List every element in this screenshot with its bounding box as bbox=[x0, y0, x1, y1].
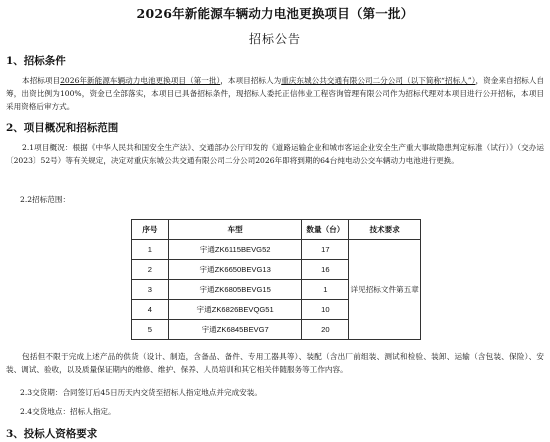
section-heading-project-overview: 2、项目概况和招标范围 bbox=[6, 122, 119, 134]
cell-model: 宇通ZK6845BEVG7 bbox=[168, 320, 302, 340]
cell-qty: 20 bbox=[302, 320, 349, 340]
cell-no: 4 bbox=[132, 300, 169, 320]
section-heading-bidder-qualification: 3、投标人资格要求 bbox=[6, 428, 98, 440]
paragraph-project-overview: 2.1项目概况：根据《中华人民共和国安全生产法》、交通部办公厅印发的《道路运输企业和城市客运企业安全生产重大事故隐患判定标准（试行）》（交办运〔2023〕52号）等有关规定，决定对重庆东城公共交通有限公司二分公司2026年即将到期的64台纯电动公交车辆动力电池进行更换。 bbox=[6, 143, 544, 165]
bidding-scope-label: 2.2招标范围： bbox=[20, 195, 71, 204]
cell-model: 宇通ZK6115BEVG52 bbox=[168, 240, 302, 260]
header-no: 序号 bbox=[132, 220, 169, 240]
paragraph-scope-detail: 包括但不限于完成上述产品的供货（设计、制造，含备品、备件、专用工器具等）、装配（含出厂前组装、测试和检验、装卸、运输（含包装、保险）、安装、调试、验收，以及质量保证期内的维修、维护、保养、人员培训和其它相关伴随服务等工作内容。 bbox=[6, 352, 544, 374]
paragraph-bidding-conditions: 本招标项目2026年新能源车辆动力电池更换项目（第一批），本项目招标人为重庆东城公共交通有限公司二分公司（以下简称“招标人”），资金来自招标人自筹，出资比例为100%，资金已全部落实，本项目已具备招标条件，现招标人委托正信伟业工程咨询管理有限公司作为招标代理对本项目进行公开招标，本项目采用资格后审方式。 bbox=[6, 76, 545, 111]
cell-model: 宇通ZK6805BEVG15 bbox=[168, 280, 302, 300]
cell-no: 2 bbox=[132, 260, 169, 280]
delivery-location: 2.4交货地点：招标人指定。 bbox=[20, 407, 116, 416]
cell-qty: 17 bbox=[302, 240, 349, 260]
header-requirement: 技术要求 bbox=[349, 220, 421, 240]
cell-qty: 10 bbox=[302, 300, 349, 320]
cell-model: 宇通ZK6650BEVG13 bbox=[168, 260, 302, 280]
tenderer-name-underlined: 重庆东城公共交通有限公司二分公司（以下简称“招标人”） bbox=[281, 76, 476, 85]
cell-model: 宇通ZK6826BEVQG51 bbox=[168, 300, 302, 320]
section-heading-bidding-conditions: 1、招标条件 bbox=[6, 55, 66, 67]
lots-table bbox=[131, 219, 421, 340]
cell-requirement: 详见招标文件第五章 bbox=[349, 240, 421, 340]
document-title: 2026年新能源车辆动力电池更换项目（第一批） bbox=[136, 6, 414, 21]
cell-no: 1 bbox=[132, 240, 169, 260]
header-qty: 数量（台） bbox=[302, 220, 349, 240]
cell-qty: 1 bbox=[302, 280, 349, 300]
delivery-period: 2.3交货期：合同签订后45日历天内交货至招标人指定地点并完成安装。 bbox=[20, 388, 262, 397]
table-row bbox=[132, 240, 421, 260]
project-name-underlined: 2026年新能源车辆动力电池更换项目（第一批） bbox=[60, 76, 221, 85]
cell-no: 3 bbox=[132, 280, 169, 300]
document-subtitle: 招标公告 bbox=[248, 32, 301, 46]
cell-qty: 16 bbox=[302, 260, 349, 280]
header-model: 车型 bbox=[168, 220, 302, 240]
table-header-row bbox=[132, 220, 421, 240]
cell-no: 5 bbox=[132, 320, 169, 340]
